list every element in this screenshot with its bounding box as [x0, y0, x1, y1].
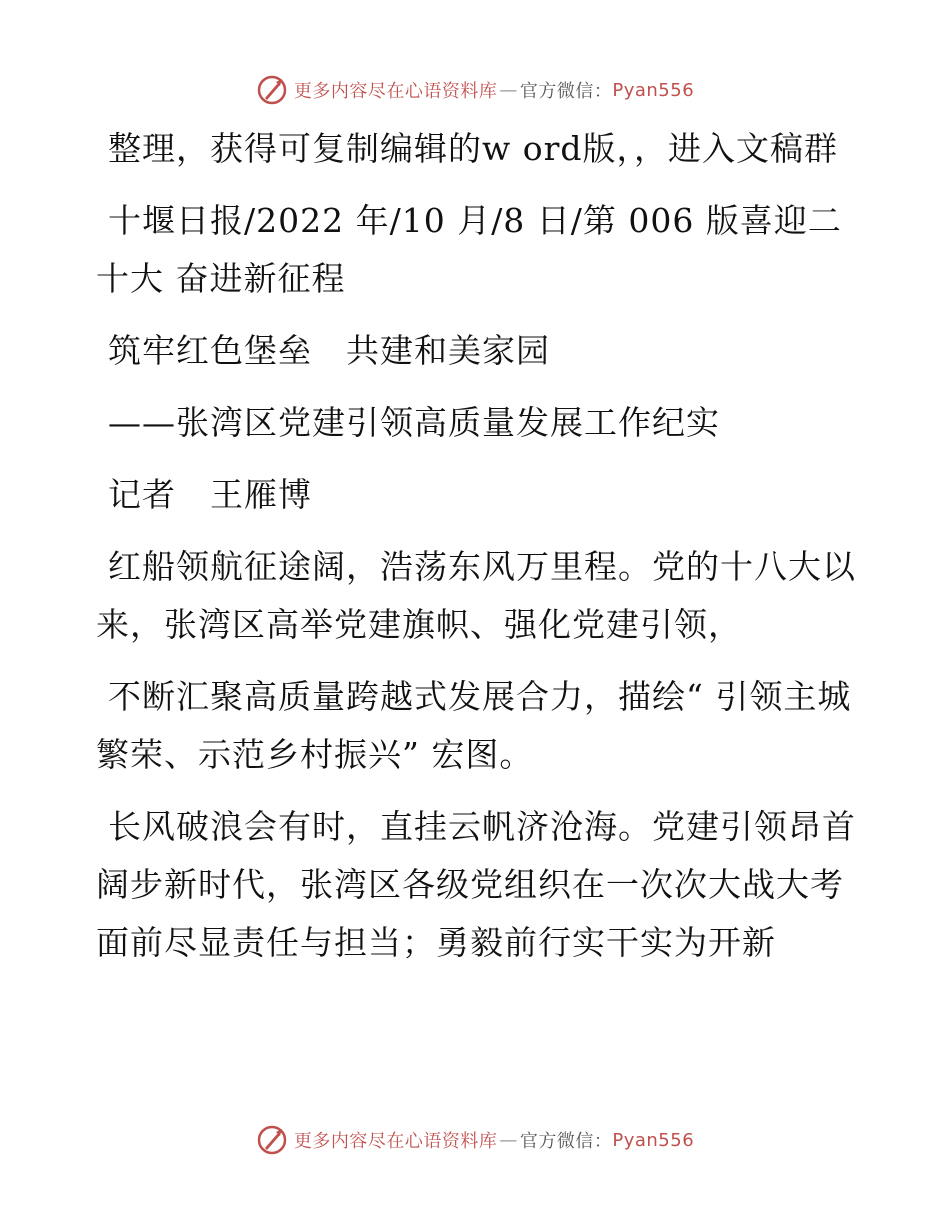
body-paragraph: 长风破浪会有时，直挂云帆济沧海。党建引领昂首阔步新时代，张湾区各级党组织在一次次大战大考面前尽显责任与担当；勇毅前行实干实为开新	[96, 807, 856, 962]
byline: 记者 王雁博	[108, 475, 312, 514]
separator: —	[499, 79, 518, 101]
promo-text: 更多内容尽在心语资料库	[293, 81, 498, 102]
article-title: 筑牢红色堡垒 共建和美家园	[108, 331, 550, 370]
document-body	[96, 120, 856, 986]
wechat-account: Pyan556	[612, 79, 695, 101]
wechat-label: 官方微信：	[519, 81, 613, 102]
promo-text: 更多内容尽在心语资料库	[293, 1131, 498, 1152]
wechat-label: 官方微信：	[519, 1131, 613, 1152]
intro-note: 整理，获得可复制编辑的w ord版，，进入文稿群	[108, 129, 839, 168]
quill-pen-logo-icon	[256, 74, 288, 106]
body-paragraph: 不断汇聚高质量跨越式发展合力，描绘“ 引领主城繁荣、示范乡村振兴” 宏图。	[96, 677, 852, 774]
separator: —	[499, 1129, 518, 1151]
footer-promo-banner	[0, 1122, 950, 1158]
article-subtitle: ——张湾区党建引领高质量发展工作纪实	[108, 403, 720, 442]
wechat-account: Pyan556	[612, 1129, 695, 1151]
source-line: 十堰日报/2022 年/10 月/8 日/第 006 版喜迎二十大 奋进新征程	[96, 201, 842, 298]
header-promo-banner	[0, 72, 950, 108]
body-paragraph: 红船领航征途阔，浩荡东风万里程。党的十八大以来，张湾区高举党建旗帜、强化党建引领，	[96, 547, 856, 644]
quill-pen-logo-icon	[256, 1124, 288, 1156]
